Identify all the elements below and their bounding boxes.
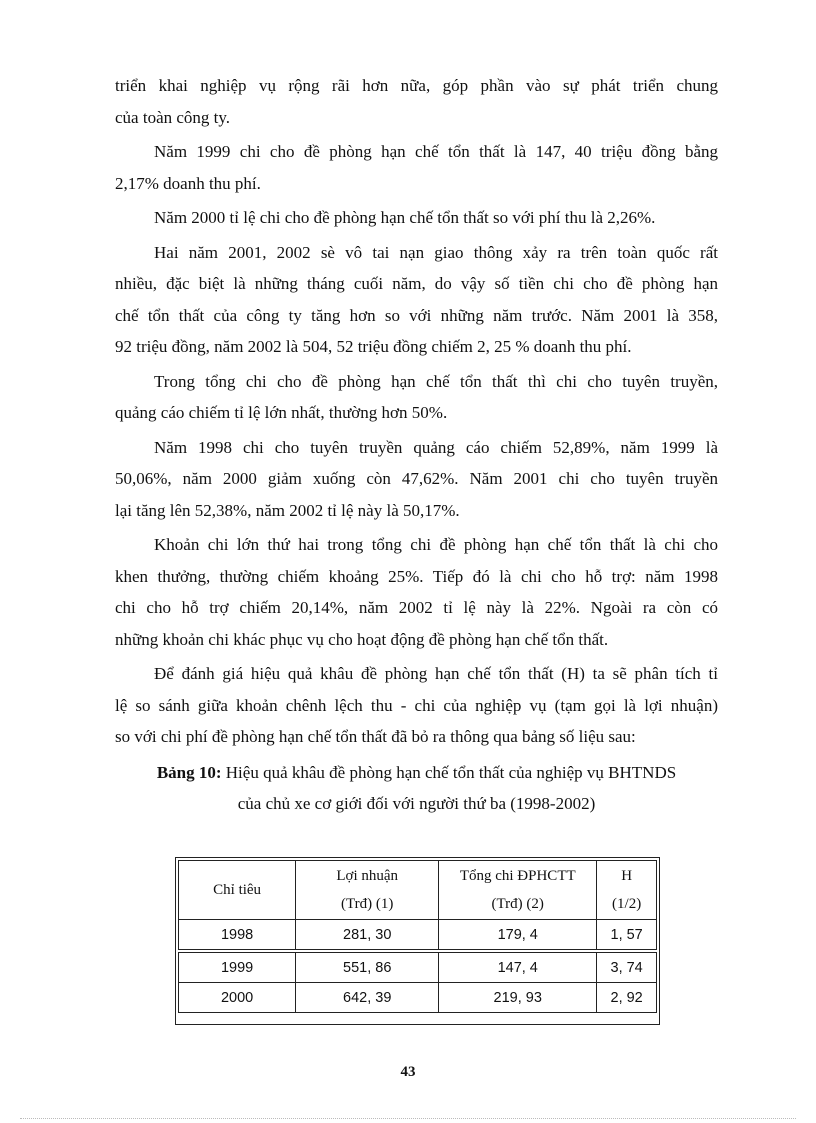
paragraph-line: triển khai nghiệp vụ rộng rãi hơn nữa, góp phần vào sự phát triển chung <box>115 76 718 95</box>
paragraph-line: khen thưởng, thường chiếm khoảng 25%. Tiếp đó là chi cho hỗ trợ: năm 1998 <box>115 566 718 586</box>
caption-line-2: của chủ xe cơ giới đối với người thứ ba (1998-2002) <box>237 793 596 813</box>
table-row <box>179 983 657 1013</box>
header-loi-nhuan-unit: (Trđ) (1) <box>341 896 394 912</box>
paragraph <box>115 237 718 363</box>
table-cell: 281, 30 <box>296 920 439 952</box>
table-caption <box>115 757 718 819</box>
header-cell <box>439 861 597 920</box>
table-cell: 1998 <box>179 920 296 952</box>
paragraph-line: chế tổn thất của công ty tăng hơn so với những năm trước. Năm 2001 là 358, <box>115 305 718 325</box>
table-row <box>179 920 657 952</box>
paragraph <box>115 366 718 429</box>
paragraph-line: Năm 2000 tỉ lệ chi cho đề phòng hạn chế tổn thất so với phí thu là 2,26%. <box>154 208 656 227</box>
paragraph-line: nhiều, đặc biệt là những tháng cuối năm, do vậy số tiền chi cho đề phòng hạn <box>115 274 718 293</box>
paragraph-line: lệ so sánh giữa khoản chênh lệch thu - chi của nghiệp vụ (tạm gọi là lợi nhuận) <box>115 695 718 715</box>
paragraph <box>115 658 718 753</box>
paragraph-line: Trong tổng chi cho đề phòng hạn chế tổn thất thì chi cho tuyên truyền, <box>154 371 718 391</box>
header-h: H <box>621 868 633 884</box>
page-number: 43 <box>400 1064 416 1080</box>
paragraph-line: Năm 1999 chi cho đề phòng hạn chế tổn thất là 147, 40 triệu đồng bằng <box>154 142 718 161</box>
paragraph-line: 50,06%, năm 2000 giảm xuống còn 47,62%. Năm 2001 chi cho tuyên truyền <box>115 469 718 488</box>
paragraph-line: 92 triệu đồng, năm 2002 là 504, 52 triệu đồng chiếm 2, 25 % doanh thu phí. <box>115 337 632 356</box>
table-cell: 219, 93 <box>439 983 597 1013</box>
table-cell: 1, 57 <box>597 920 657 952</box>
paragraph-line: lại tăng lên 52,38%, năm 2002 tỉ lệ này là 50,17%. <box>115 500 460 520</box>
header-tong-chi-unit: (Trđ) (2) <box>491 896 544 912</box>
header-chi-tieu: Chỉ tiêu <box>213 882 262 898</box>
table-cell: 3, 74 <box>597 951 657 983</box>
paragraph-line: quảng cáo chiếm tỉ lệ lớn nhất, thường hơn 50%. <box>115 403 448 422</box>
table-cell: 147, 4 <box>439 951 597 983</box>
caption-label: Bảng 10: <box>156 762 222 782</box>
table-header-row <box>179 861 657 920</box>
header-cell <box>597 861 657 920</box>
header-cell <box>296 861 439 920</box>
paragraph-line: so với chi phí đề phòng hạn chế tổn thất đã bỏ ra thông qua bảng số liệu sau: <box>115 727 636 746</box>
table-row <box>179 951 657 983</box>
header-cell <box>179 861 296 920</box>
paragraph-line: chi cho hỗ trợ chiếm 20,14%, năm 2002 tỉ lệ này là 22%. Ngoài ra còn có <box>115 598 718 617</box>
table-cell: 551, 86 <box>296 951 439 983</box>
table-cell: 2000 <box>179 983 296 1013</box>
paragraph-line: của toàn công ty. <box>115 107 231 127</box>
paragraph-line: Để đánh giá hiệu quả khâu đề phòng hạn chế tổn thất (H) ta sẽ phân tích tỉ <box>154 664 718 683</box>
body-text <box>115 70 718 819</box>
header-tong-chi: Tổng chi ĐPHCTT <box>459 868 576 884</box>
table-cell: 2, 92 <box>597 983 657 1013</box>
table-cell: 179, 4 <box>439 920 597 952</box>
paragraph <box>115 432 718 527</box>
data-table <box>178 860 657 1013</box>
page-edge-divider <box>20 1118 796 1119</box>
paragraph <box>115 70 718 133</box>
table-cell: 1999 <box>179 951 296 983</box>
header-h-unit: (1/2) <box>612 896 642 912</box>
paragraph-line: Hai năm 2001, 2002 sè vô tai nạn giao thông xảy ra trên toàn quốc rất <box>154 242 718 262</box>
paragraph-line: 2,17% doanh thu phí. <box>115 173 261 193</box>
header-loi-nhuan: Lợi nhuận <box>336 868 399 884</box>
paragraph <box>115 202 718 234</box>
paragraphs <box>115 70 718 753</box>
data-table-frame <box>175 857 660 1025</box>
caption-line-1: Hiệu quả khâu đề phòng hạn chế tổn thất của nghiệp vụ BHTNDS <box>221 762 677 782</box>
table-cell: 642, 39 <box>296 983 439 1013</box>
paragraph-line: Khoản chi lớn thứ hai trong tổng chi đề phòng hạn chế tổn thất là chi cho <box>154 535 718 554</box>
paragraph <box>115 136 718 199</box>
paragraph-line: Năm 1998 chi cho tuyên truyền quảng cáo chiếm 52,89%, năm 1999 là <box>154 437 718 457</box>
paragraph-line: những khoản chi khác phục vụ cho hoạt động đề phòng hạn chế tổn thất. <box>115 629 609 649</box>
paragraph <box>115 529 718 655</box>
